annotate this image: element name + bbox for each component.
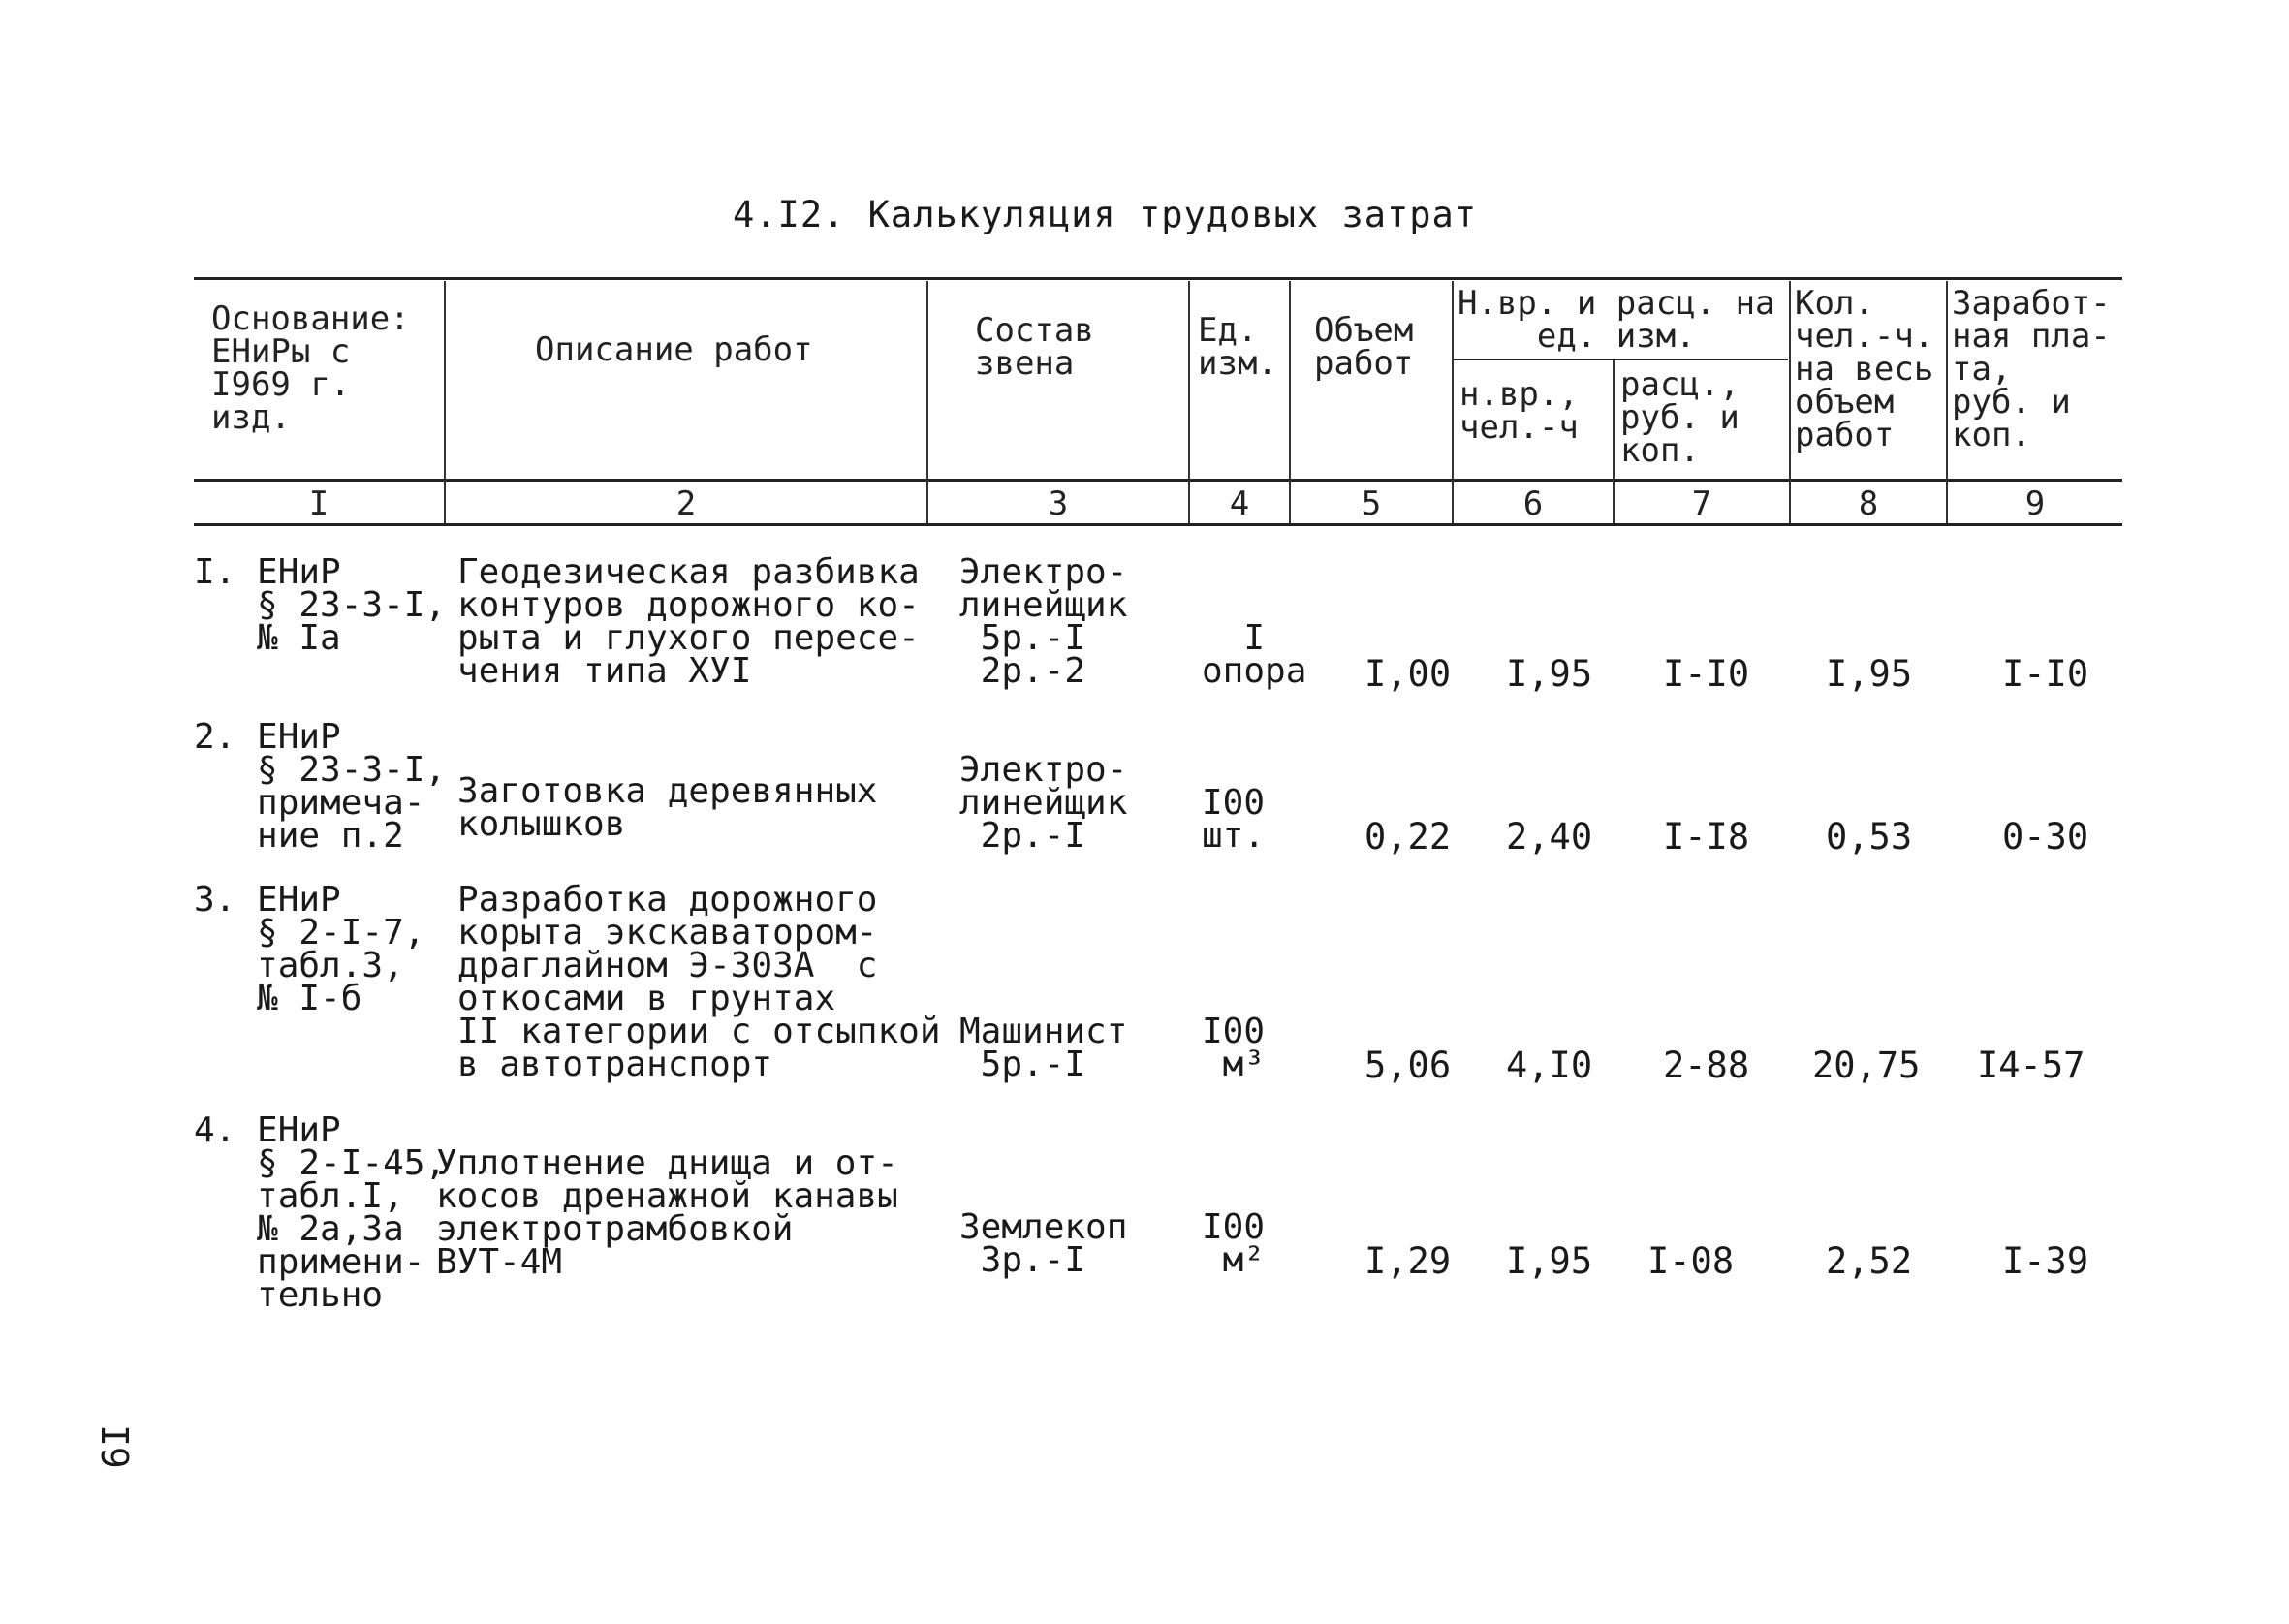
row-wage: I-I0 — [2002, 653, 2089, 695]
column-number: 3 — [1048, 484, 1069, 523]
row-crew: Электро- линейщик 2р.-I — [959, 750, 1128, 856]
row-rate: I-08 — [1647, 1240, 1735, 1282]
column-number: 4 — [1229, 484, 1250, 523]
section-title: 4.I2. Калькуляция трудовых затрат — [733, 194, 1478, 235]
table-top-rule — [194, 277, 2122, 280]
row-basis: I. ЕНиР § 23-3-I, № Iа — [194, 552, 447, 658]
page-number: I9 — [93, 1424, 136, 1469]
row-crew: Машинист 5р.-I — [959, 1012, 1128, 1084]
header-crew: Состав звена — [975, 311, 1094, 383]
header-norm-rate-group: Н.вр. и расц. на ед. изм. — [1458, 284, 1775, 356]
row-basis: 4. ЕНиР § 2-I-45, табл.I, № 2а,3а примени- тельно — [194, 1110, 447, 1315]
row-rate: I-I8 — [1663, 816, 1750, 858]
row-rate: 2-88 — [1663, 1045, 1750, 1086]
row-unit: I опора — [1202, 618, 1307, 691]
column-number: 2 — [675, 484, 697, 523]
row-description: Геодезическая разбивка контуров дорожного ко- рыта и глухого пересе- чения типа ХУI — [457, 552, 920, 691]
header-total-hours: Кол. чел.-ч. на весь объем работ — [1795, 284, 1934, 454]
row-wage: I-39 — [2002, 1240, 2089, 1282]
header-volume: Объем работ — [1314, 311, 1414, 383]
row-volume: I,29 — [1364, 1240, 1452, 1282]
row-basis: 3. ЕНиР § 2-I-7, табл.3, № I-б — [194, 880, 425, 1018]
row-norm: 4,I0 — [1506, 1045, 1593, 1086]
header-wage: Заработ- ная пла- та, руб. и коп. — [1952, 284, 2111, 454]
row-description: Разработка дорожного корыта экскаватором- драглайном Э-303А с откосами в грунтах II категории с отсыпкой в автотранспорт — [457, 880, 941, 1084]
row-volume: 0,22 — [1364, 816, 1452, 858]
colnum-bottom-rule — [194, 523, 2122, 526]
row-wage: I4-57 — [1977, 1045, 2085, 1086]
column-number: 6 — [1522, 484, 1544, 523]
header-divider-67 — [1454, 359, 1788, 360]
row-crew: Землекоп 3р.-I — [959, 1207, 1128, 1280]
column-number: 7 — [1691, 484, 1712, 523]
row-volume: I,00 — [1364, 653, 1452, 695]
row-total-hours: 0,53 — [1826, 816, 1913, 858]
row-norm: 2,40 — [1506, 816, 1593, 858]
row-norm: I,95 — [1506, 653, 1593, 695]
header-norm: н.вр., чел.-ч — [1459, 375, 1579, 447]
column-number: I — [308, 484, 329, 523]
row-unit: I00 м³ — [1202, 1012, 1266, 1084]
row-description: Уплотнение днища и от- косов дренажной канавы электротрамбовкой ВУТ-4М — [436, 1143, 898, 1282]
header-basis: Основание: ЕНиРы с I969 г. изд. — [211, 299, 410, 437]
column-number: 8 — [1858, 484, 1879, 523]
row-total-hours: 2,52 — [1826, 1240, 1913, 1282]
column-number: 5 — [1361, 484, 1382, 523]
row-norm: I,95 — [1506, 1240, 1593, 1282]
row-unit: I00 м² — [1202, 1207, 1266, 1280]
row-crew: Электро- линейщик 5р.-I 2р.-2 — [959, 552, 1128, 691]
row-wage: 0-30 — [2002, 816, 2089, 858]
row-unit: I00 шт. — [1202, 783, 1266, 856]
row-volume: 5,06 — [1364, 1045, 1452, 1086]
row-total-hours: I,95 — [1826, 653, 1913, 695]
row-rate: I-I0 — [1663, 653, 1750, 695]
column-number: 9 — [2024, 484, 2046, 523]
row-basis: 2. ЕНиР § 23-3-I, примеча- ние п.2 — [194, 717, 447, 856]
header-description: Описание работ — [535, 330, 813, 369]
row-total-hours: 20,75 — [1812, 1045, 1921, 1086]
row-description: Заготовка деревянных колышков — [457, 771, 878, 844]
header-rate: расц., руб. и коп. — [1620, 365, 1740, 470]
header-bottom-rule — [194, 479, 2122, 482]
header-unit: Ед. изм. — [1198, 311, 1277, 383]
